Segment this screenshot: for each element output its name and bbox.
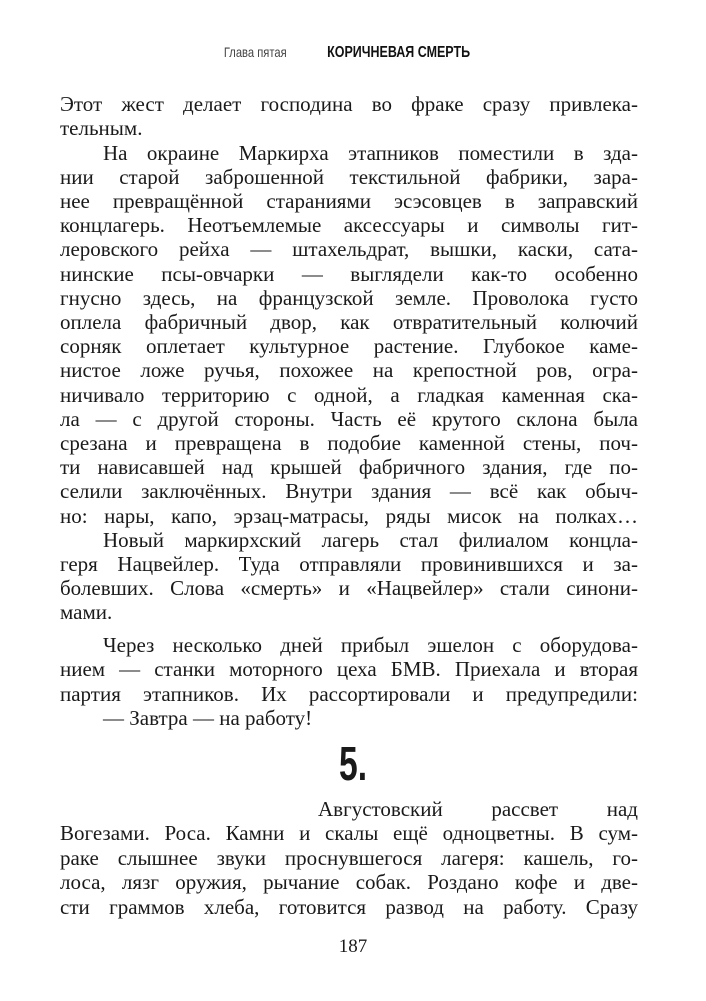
text-line: — Завтра — на работу! [103, 706, 313, 730]
section-number-text: 5. [338, 738, 368, 791]
text-line: мами. [60, 600, 113, 624]
text-line: Через несколько дней прибыл эшелон с оборудова- [103, 633, 638, 657]
text-line: концлагерь. Неотъемлемые аксессуары и символы гит- [60, 213, 638, 237]
text-line: Августовский рассвет над [318, 797, 638, 821]
text-line: ничивало территорию с одной, а гладкая каменная ска- [60, 383, 638, 407]
text-line: сорняк оплетает культурное растение. Глубокое каме- [60, 334, 638, 358]
text-line: селили заключённых. Внутри здания — всё как обыч- [60, 479, 638, 503]
text-line: ла — с другой стороны. Часть её крутого склона была [60, 407, 638, 431]
text-line: но: нары, капо, эрзац-матрасы, ряды мисок на полках… [60, 504, 638, 528]
chapter-title: КОРИЧНЕВАЯ СМЕРТЬ [326, 44, 470, 61]
text-line: оплела фабричный двор, как отвратительный колючий [60, 310, 638, 334]
text-line: На окраине Маркирха этапников поместили в зда- [103, 141, 638, 165]
text-line: Новый маркирхский лагерь стал филиалом концла- [103, 528, 638, 552]
text-line: партия этапников. Их рассортировали и предупредили: [60, 682, 638, 706]
text-line: нее превращённой стараниями эсэсовцев в заправский [60, 189, 638, 213]
text-line: Этот жест делает господина во фраке сразу привлека- [60, 92, 638, 116]
text-line: нинские псы-овчарки — выглядели как-то особенно [60, 262, 638, 286]
text-line: ти нависавшей над крышей фабричного здания, где по- [60, 455, 638, 479]
text-line: нистое ложе ручья, похожее на крепостной ров, огра- [60, 358, 638, 382]
text-line: гнусно здесь, на французской земле. Проволока густо [60, 286, 638, 310]
text-line: раке слышнее звуки проснувшегося лагеря: кашель, го- [60, 846, 638, 870]
text-line: болевших. Слова «смерть» и «Нацвейлер» стали синони- [60, 576, 638, 600]
text-line: нием — станки моторного цеха БМВ. Приехала и вторая [60, 657, 638, 681]
text-line: нии старой заброшенной текстильной фабрики, зара- [60, 165, 638, 189]
text-line: Вогезами. Роса. Камни и скалы ещё одноцветны. В сум- [60, 821, 638, 845]
section-number [0, 740, 706, 790]
text-line: геря Нацвейлер. Туда отправляли провинившихся и за- [60, 552, 638, 576]
running-header [0, 44, 706, 62]
text-line: леровского рейха — штахельдрат, вышки, каски, сата- [60, 237, 638, 261]
text-line: лоса, лязг оружия, рычание собак. Роздано кофе и две- [60, 870, 638, 894]
chapter-label: Глава пятая [224, 44, 287, 60]
page-number: 187 [338, 936, 368, 957]
text-line: срезана и превращена в подобие каменной стены, поч- [60, 431, 638, 455]
text-line: тельным. [60, 116, 143, 140]
text-line: сти граммов хлеба, готовится развод на работу. Сразу [60, 895, 638, 919]
